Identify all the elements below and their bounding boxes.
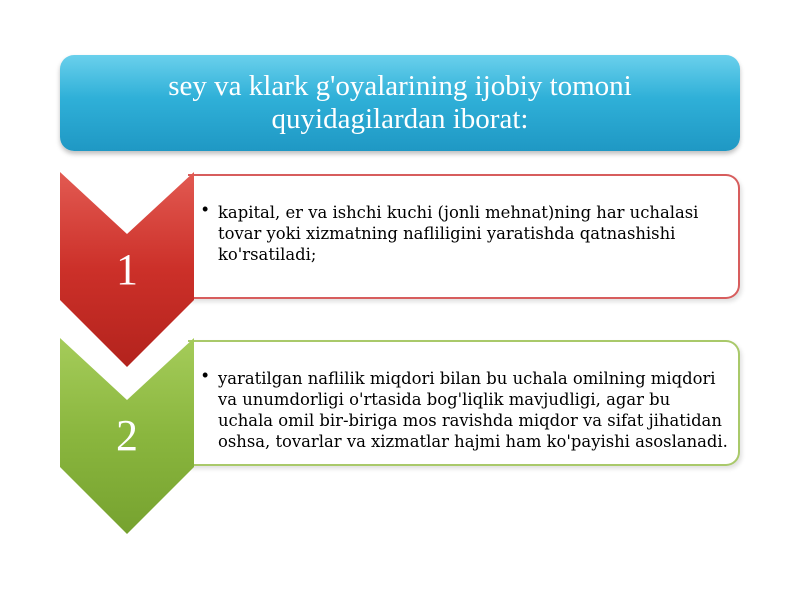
bullet-icon: • (202, 365, 209, 385)
step-2-bullet-row (202, 365, 728, 452)
bullet-icon: • (202, 199, 209, 219)
step-2-number: 2 (116, 411, 138, 460)
step-1-content-box (188, 174, 740, 299)
step-1-bullet-row (202, 199, 728, 265)
slide-title: sey va klark g'oyalarining ijobiy tomoni quyidagilardan iborat: (168, 70, 632, 135)
step-1-text: kapital, er va ishchi kuchi (jonli mehnat)ning har uchalasi tovar yoki xizmatning nafliligini yaratishda qatnashishi ko'rsatiladi; (218, 203, 699, 264)
step-1-number: 1 (116, 245, 138, 294)
title-banner (60, 55, 740, 151)
step-2-text: yaratilgan naflilik miqdori bilan bu uchala omilning miqdori va unumdorligi o'rtasida bog'liqlik mavjudligi, agar bu uchala omil bir-biriga mos ravishda miqdor va sifat jihatidan oshsa, tovarlar va xizmatlar hajmi ham ko'payishi asoslanadi. (218, 369, 728, 451)
step-2-content-box (188, 340, 740, 466)
step-2-chevron (60, 338, 194, 534)
